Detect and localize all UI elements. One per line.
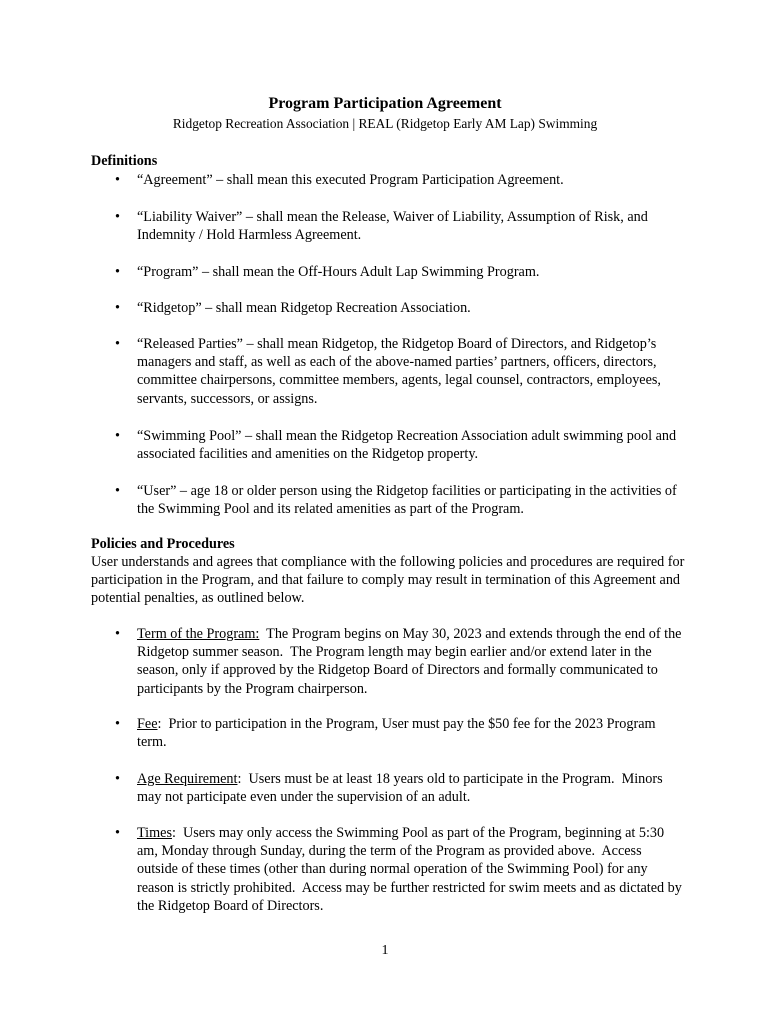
definition-item-liability-waiver <box>115 208 682 244</box>
definition-text: “Program” – shall mean the Off-Hours Adult Lap Swimming Program. <box>137 264 540 280</box>
policy-text: The Program begins on May 30, 2023 and extends through the end of the Ridgetop summer season. The Program length may begin earlier and/or extend later in the season, only if approved by the Ridgetop Board of Directors and formally communicated to participants by the Program chairperson. <box>137 626 686 697</box>
bullet-icon: • <box>115 209 120 225</box>
definition-item-ridgetop <box>115 299 682 317</box>
definition-text: “Ridgetop” – shall mean Ridgetop Recreation Association. <box>137 300 471 316</box>
policy-text: : Prior to participation in the Program, User must pay the $50 fee for the 2023 Program term. <box>137 716 660 751</box>
policy-label: Times <box>137 825 172 841</box>
policy-label: Fee <box>137 716 158 732</box>
document-subtitle: Ridgetop Recreation Association | REAL (Ridgetop Early AM Lap) Swimming <box>172 116 598 131</box>
policies-intro: User understands and agrees that compliance with the following policies and procedures are required for participation in the Program, and that failure to comply may result in termination of this Agreement and potential penalties, as outlined below. <box>91 554 685 607</box>
policy-item-term <box>115 625 686 698</box>
bullet-icon: • <box>115 825 120 841</box>
policy-text: : Users must be at least 18 years old to participate in the Program. Minors may not participate even under the supervision of an adult. <box>137 771 667 806</box>
definition-text: “Agreement” – shall mean this executed Program Participation Agreement. <box>137 172 564 188</box>
policies-heading: Policies and Procedures <box>91 536 235 552</box>
policy-text: : Users may only access the Swimming Pool as part of the Program, beginning at 5:30 am, Monday through Sunday, during the term of the Program as provided above. Access outside of these times (other than during normal operation of the Swimming Pool) for any reason is strictly prohibited. Access may be further restricted for swim meets and as dictated by the Ridgetop Board of Directors. <box>137 825 686 914</box>
bullet-icon: • <box>115 771 120 787</box>
bullet-icon: • <box>115 336 120 352</box>
bullet-icon: • <box>115 483 120 499</box>
definition-text: “User” – age 18 or older person using the Ridgetop facilities or participating in the activities of the Swimming Pool and its related amenities as part of the Program. <box>137 483 677 518</box>
definition-text: “Swimming Pool” – shall mean the Ridgetop Recreation Association adult swimming pool and associated facilities and amenities on the Ridgetop property. <box>137 428 677 463</box>
bullet-icon: • <box>115 428 120 444</box>
page-number: 1 <box>381 943 389 958</box>
policy-item-age-requirement <box>115 770 682 806</box>
definition-item-program <box>115 263 682 281</box>
bullet-icon: • <box>115 172 120 188</box>
definitions-heading: Definitions <box>91 153 158 169</box>
policy-label: Term of the Program: <box>137 626 260 642</box>
policy-item-times <box>115 824 686 915</box>
definition-item-swimming-pool <box>115 427 682 463</box>
policy-label: Age Requirement <box>137 771 238 787</box>
document-title: Program Participation Agreement <box>268 95 502 112</box>
definition-item-released-parties <box>115 335 682 408</box>
definition-item-user <box>115 482 682 518</box>
bullet-icon: • <box>115 716 120 732</box>
definition-item-agreement <box>115 171 682 189</box>
bullet-icon: • <box>115 300 120 316</box>
bullet-icon: • <box>115 626 120 642</box>
policy-item-fee <box>115 715 682 751</box>
definition-text: “Liability Waiver” – shall mean the Release, Waiver of Liability, Assumption of Risk, and Indemnity / Hold Harmless Agreement. <box>137 209 648 244</box>
definition-text: “Released Parties” – shall mean Ridgetop, the Ridgetop Board of Directors, and Ridgetop’s managers and staff, as well as each of the above-named parties’ partners, officers, directors, committee chairpersons, committee members, agents, legal counsel, contractors, employees, servants, successors, or assigns. <box>137 336 661 407</box>
bullet-icon: • <box>115 264 120 280</box>
